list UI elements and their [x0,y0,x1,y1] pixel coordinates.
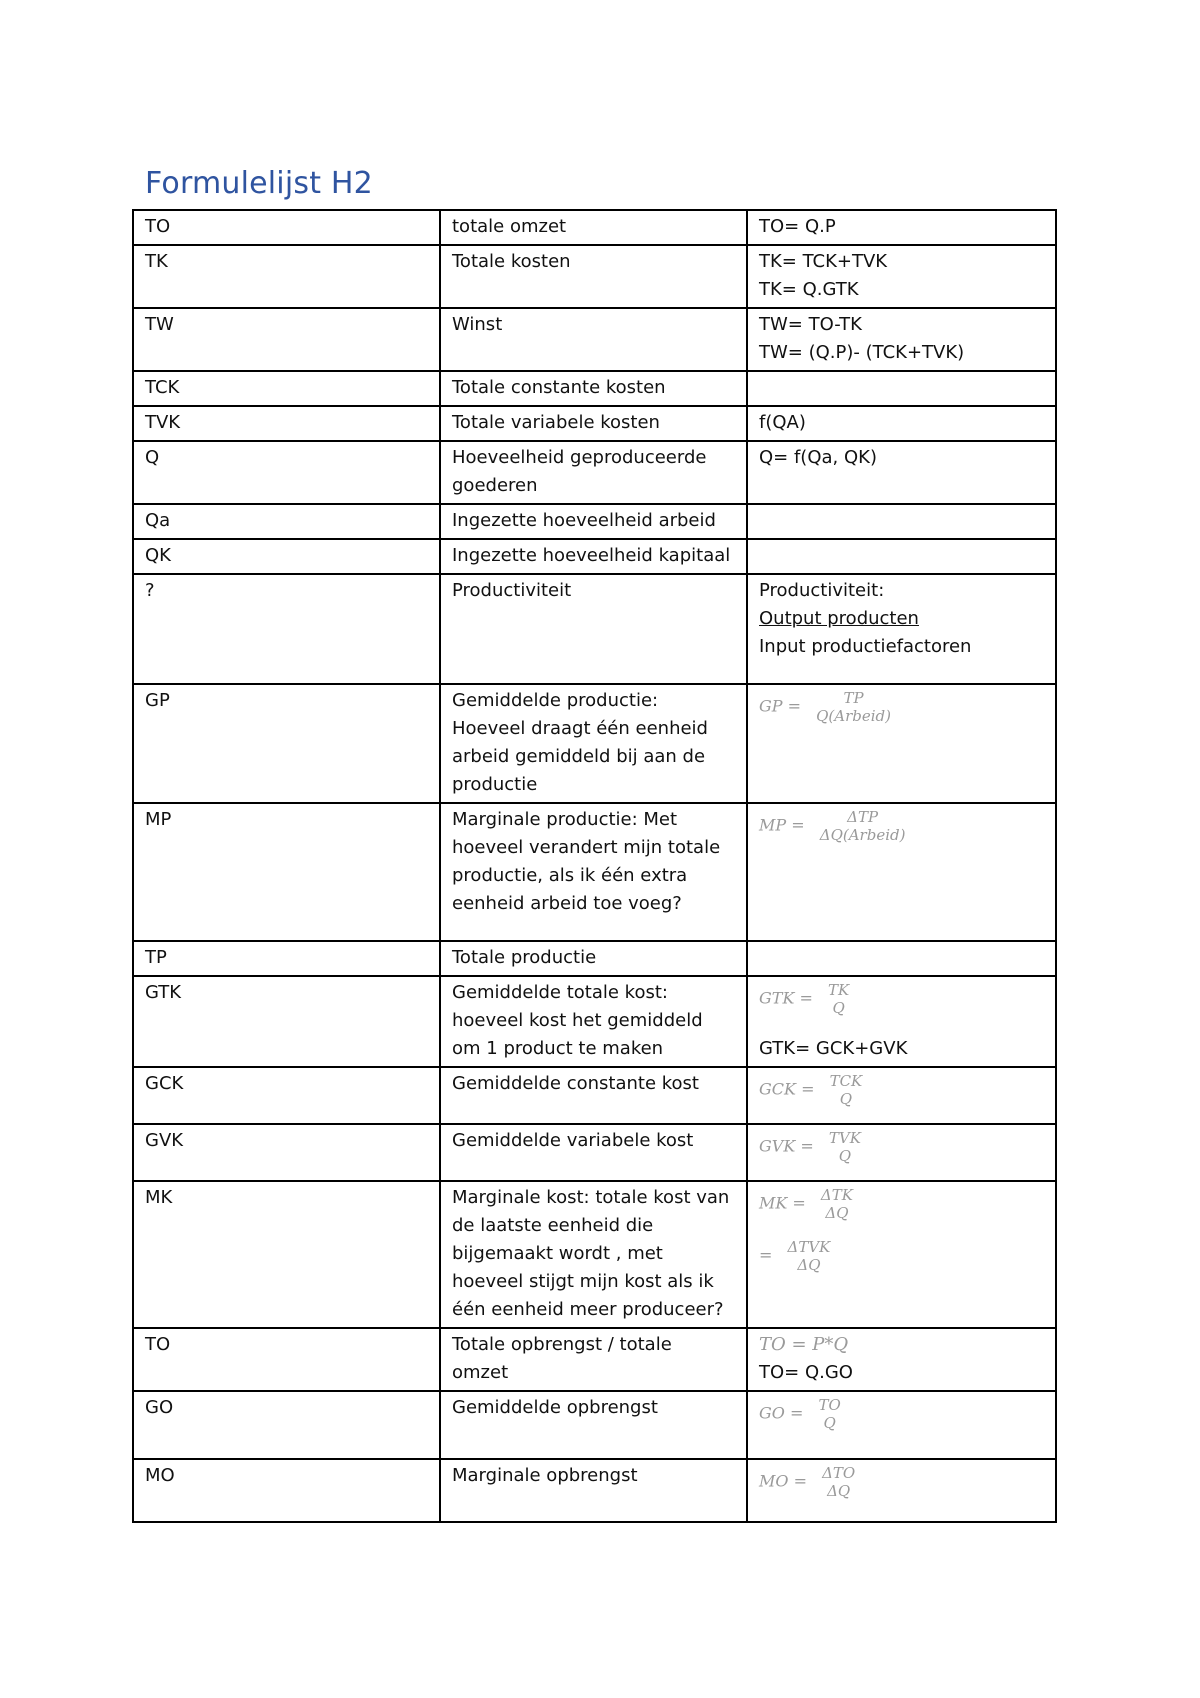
formula-cell: f(QA) [747,406,1056,441]
abbr-cell: TO [133,1328,440,1391]
formula-table [132,209,1057,1523]
abbr-cell: TK [133,245,440,308]
desc-cell: Gemiddelde variabele kost [440,1124,747,1181]
desc-cell: Hoeveelheid geproduceerde goederen [440,441,747,504]
table-row [133,1067,1056,1124]
abbr-cell: TCK [133,371,440,406]
desc-cell: Totale productie [440,941,747,976]
desc-cell: Ingezette hoeveelheid kapitaal [440,539,747,574]
formula-cell: Productiviteit: Output producten Input productiefactoren [747,574,1056,684]
desc-cell: Totale opbrengst / totale omzet [440,1328,747,1391]
desc-cell: Marginale productie: Met hoeveel verandert mijn totale productie, als ik één extra eenheid arbeid toe voeg? [440,803,747,941]
desc-cell: Totale kosten [440,245,747,308]
formula-cell [747,371,1056,406]
formula-cell: TW= TO-TK TW= (Q.P)- (TCK+TVK) [747,308,1056,371]
table-row [133,684,1056,803]
abbr-cell: GCK [133,1067,440,1124]
gck-equation: GCK = TCK Q [759,1072,863,1108]
desc-cell: Winst [440,308,747,371]
desc-cell: Marginale opbrengst [440,1459,747,1522]
formula-cell [747,1181,1056,1328]
formula-cell [747,1067,1056,1124]
table-row [133,1391,1056,1459]
table-row [133,406,1056,441]
go-equation: GO = TO Q [759,1396,841,1432]
table-row [133,441,1056,504]
gp-equation: GP = TP Q(Arbeid) [759,689,892,725]
to-equation: TO = P*Q [759,1334,849,1355]
desc-cell: Ingezette hoeveelheid arbeid [440,504,747,539]
abbr-cell: TO [133,210,440,245]
formula-cell: TO= Q.P [747,210,1056,245]
formula-cell: TK= TCK+TVK TK= Q.GTK [747,245,1056,308]
abbr-cell: GVK [133,1124,440,1181]
abbr-cell: GP [133,684,440,803]
desc-cell: Gemiddelde productie: Hoeveel draagt één eenheid arbeid gemiddeld bij aan de productie [440,684,747,803]
table-row [133,308,1056,371]
abbr-cell: MP [133,803,440,941]
formula-cell: Q= f(Qa, QK) [747,441,1056,504]
formula-cell [747,504,1056,539]
formula-cell [747,539,1056,574]
table-row [133,941,1056,976]
abbr-cell: GTK [133,976,440,1067]
table-row [133,803,1056,941]
desc-cell: totale omzet [440,210,747,245]
page-title: Formulelijst H2 [145,166,373,201]
table-row [133,1124,1056,1181]
formula-cell [747,1391,1056,1459]
desc-cell: Totale constante kosten [440,371,747,406]
formula-cell [747,684,1056,803]
formula-cell [747,1459,1056,1522]
desc-cell: Productiviteit [440,574,747,684]
abbr-cell: MO [133,1459,440,1522]
abbr-cell: ? [133,574,440,684]
table-row [133,1328,1056,1391]
formula-cell: GTK = TK Q GTK= GCK+GVK [747,976,1056,1067]
desc-cell: Marginale kost: totale kost van de laatste eenheid die bijgemaakt wordt , met hoeveel stijgt mijn kost als ik één eenheid meer produceer? [440,1181,747,1328]
abbr-cell: Qa [133,504,440,539]
mo-equation: MO = ΔTO ΔQ [759,1464,856,1500]
table-row [133,210,1056,245]
gvk-equation: GVK = TVK Q [759,1129,861,1165]
abbr-cell: TP [133,941,440,976]
abbr-cell: QK [133,539,440,574]
formula-cell [747,941,1056,976]
desc-cell: Gemiddelde totale kost: hoeveel kost het gemiddeld om 1 product te maken [440,976,747,1067]
table-row [133,504,1056,539]
mp-equation: MP = ΔTP ΔQ(Arbeid) [759,808,906,844]
gtk-equation: GTK = TK Q [759,981,850,1017]
table-row [133,371,1056,406]
table-row [133,539,1056,574]
abbr-cell: Q [133,441,440,504]
abbr-cell: TVK [133,406,440,441]
abbr-cell: GO [133,1391,440,1459]
table-row [133,976,1056,1067]
mk-equation: MK = ΔTK ΔQ [759,1186,853,1222]
mk-equation-alt: = ΔTVK ΔQ [759,1238,831,1274]
table-row [133,1181,1056,1328]
desc-cell: Gemiddelde constante kost [440,1067,747,1124]
abbr-cell: TW [133,308,440,371]
formula-cell [747,803,1056,941]
table-row [133,245,1056,308]
formula-cell: TO = P*Q TO= Q.GO [747,1328,1056,1391]
desc-cell: Gemiddelde opbrengst [440,1391,747,1459]
desc-cell: Totale variabele kosten [440,406,747,441]
formula-cell [747,1124,1056,1181]
abbr-cell: MK [133,1181,440,1328]
table-row [133,574,1056,684]
table-row [133,1459,1056,1522]
